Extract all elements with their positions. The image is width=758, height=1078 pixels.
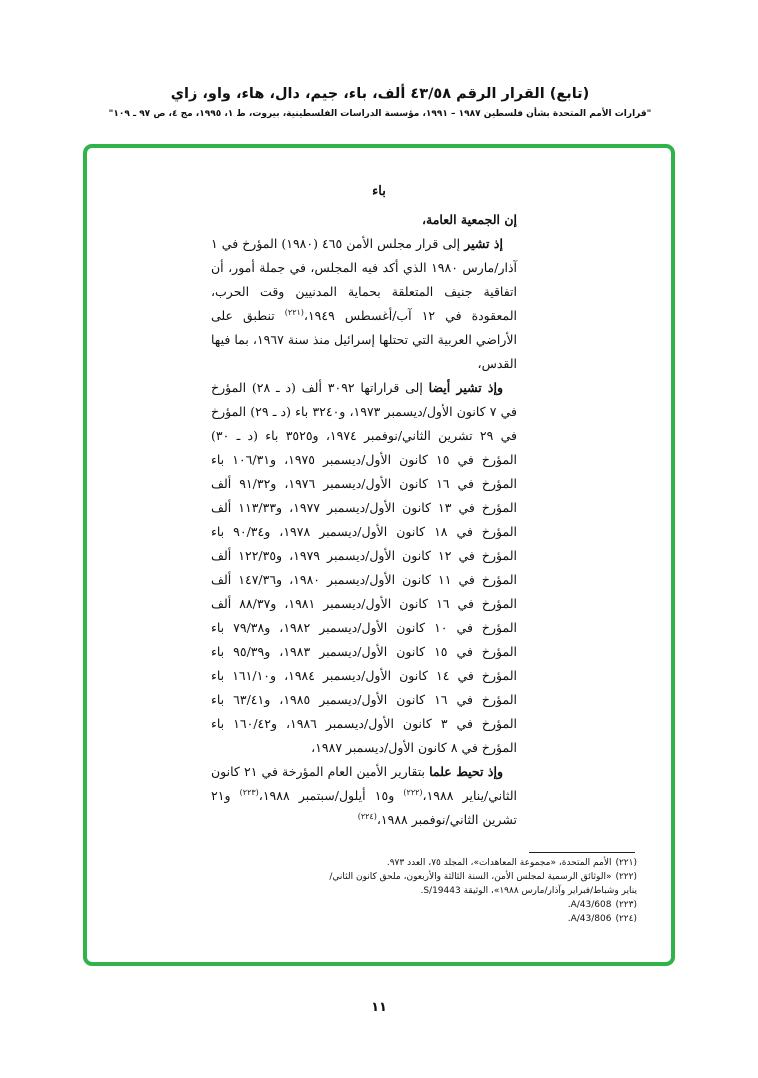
source-citation: "قرارات الأمم المتحدة بشأن فلسطين ١٩٨٧ – ١٩٩١، مؤسسة الدراسات الفلسطينية، بيروت، ط ١، ١٩٩٥، مج ٤، ص ٩٧ ـ ١٠٩" <box>108 109 652 119</box>
resolution-body <box>211 208 517 832</box>
footnote-number: (٢٢٤) <box>615 914 637 924</box>
paragraph-text: إلى قرار مجلس الأمن ٤٦٥ (١٩٨٠) المؤرخ في ١ آذار/مارس ١٩٨٠ الذي أكد فيه المجلس، في جملة أمور، أن اتفاقية جنيف المتعلقة بحماية المدنيين وقت الحرب، المعقودة في ١٢ آب/أغسطس ١٩٤٩، <box>211 236 518 323</box>
footnote-ref-223[interactable]: (٢٢٣) <box>239 787 259 797</box>
footnote-ref-224[interactable]: (٢٢٤) <box>357 811 377 821</box>
document-frame <box>83 144 675 966</box>
preamble: إن الجمعية العامة، <box>422 212 517 227</box>
paragraph-taking-note <box>211 760 517 832</box>
footnote-221 <box>319 856 637 870</box>
footnotes <box>319 856 637 926</box>
page-title: (تابع) القرار الرقم ٤٣/٥٨ ألف، باء، جيم، دال، هاء، واو، زاي <box>170 86 590 102</box>
footnote-number: (٢٢١) <box>615 858 637 868</box>
paragraph-lead: وإذ تحيط علما <box>429 764 503 779</box>
paragraph-text-tail: تنطبق على الأراضي العربية التي تحتلها إسرائيل منذ سنة ١٩٦٧، بما فيها القدس، <box>211 308 517 371</box>
paragraph-recalling-also <box>211 376 517 760</box>
paragraph-text: إلى قراراتها ٣٠٩٢ ألف (د ـ ٢٨) المؤرخ في ٧ كانون الأول/ديسمبر ١٩٧٣، و٣٢٤٠ باء (د ـ ٢٩) المؤرخ في ٢٩ تشرين الثاني/نوفمبر ١٩٧٤، و٣٥٢٥ باء (د ـ ٣٠) المؤرخ في ١٥ كانون الأول/ديسمبر ١٩٧٥، و١٠٦/٣١ باء المؤرخ في ١٦ كانون الأول/ديسمبر ١٩٧٦، و٩١/٣٢ ألف المؤرخ في ١٣ كانون الأول/ديسمبر ١٩٧٧، و١١٣/٣٣ ألف المؤرخ في ١٨ كانون الأول/ديسمبر ١٩٧٨، و٩٠/٣٤ باء المؤرخ في ١٢ كانون الأول/ديسمبر ١٩٧٩، و١٢٢/٣٥ ألف المؤرخ في ١١ كانون الأول/ديسمبر ١٩٨٠، و١٤٧/٣٦ ألف المؤرخ في ١٦ كانون الأول/ديسمبر ١٩٨١، و٨٨/٣٧ ألف المؤرخ في ١٠ كانون الأول/ديسمبر ١٩٨٢، و٧٩/٣٨ باء المؤرخ في ١٥ كانون الأول/ديسمبر ١٩٨٣، و٩٥/٣٩ باء المؤرخ في ١٤ كانون الأول/ديسمبر ١٩٨٤، و١٦١/١٠ باء المؤرخ في ١٦ كانون الأول/ديسمبر ١٩٨٥، و٦٣/٤١ باء المؤرخ في ٣ كانون الأول/ديسمبر ١٩٨٦، و١٦٠/٤٢ باء المؤرخ في ٨ كانون الأول/ديسمبر ١٩٨٧، <box>211 380 518 755</box>
footnote-text: A/43/608. <box>567 900 612 910</box>
footnote-text: A/43/806. <box>567 914 612 924</box>
page-header <box>60 84 700 121</box>
paragraph-lead: وإذ تشير أيضا <box>428 380 504 395</box>
footnote-ref-222[interactable]: (٢٢٢) <box>403 787 423 797</box>
paragraph-recalling <box>211 232 517 376</box>
footnote-223 <box>319 898 637 912</box>
footnote-divider <box>529 852 635 853</box>
paragraph-text: بتقارير الأمين العام المؤرخة في ٢١ كانون الثاني/يناير ١٩٨٨، <box>211 764 518 803</box>
section-heading: باء <box>372 184 386 199</box>
footnote-222 <box>319 870 637 898</box>
paragraph-lead: إذ تشير <box>464 236 503 251</box>
paragraph-text-mid: و١٥ أيلول/سبتمبر ١٩٨٨، <box>258 788 404 803</box>
footnote-224 <box>319 912 637 926</box>
paragraph-text-mid: و٢١ تشرين الثاني/نوفمبر ١٩٨٨، <box>211 788 517 827</box>
footnote-text: الأمم المتحدة، «مجموعة المعاهدات»، المجلد ٧٥، العدد ٩٧٣. <box>386 858 612 868</box>
page-number: ١١ <box>371 1000 387 1015</box>
footnote-text: «الوثائق الرسمية لمجلس الأمن، السنة الثالثة والأربعون، ملحق كانون الثاني/يناير وشباط/فبراير وآذار/مارس ١٩٨٨»، الوثيقة S/19443. <box>329 872 637 896</box>
footnote-number: (٢٢٣) <box>615 900 637 910</box>
footnote-ref-221[interactable]: (٢٢١) <box>284 307 304 317</box>
footnote-number: (٢٢٢) <box>615 872 637 882</box>
